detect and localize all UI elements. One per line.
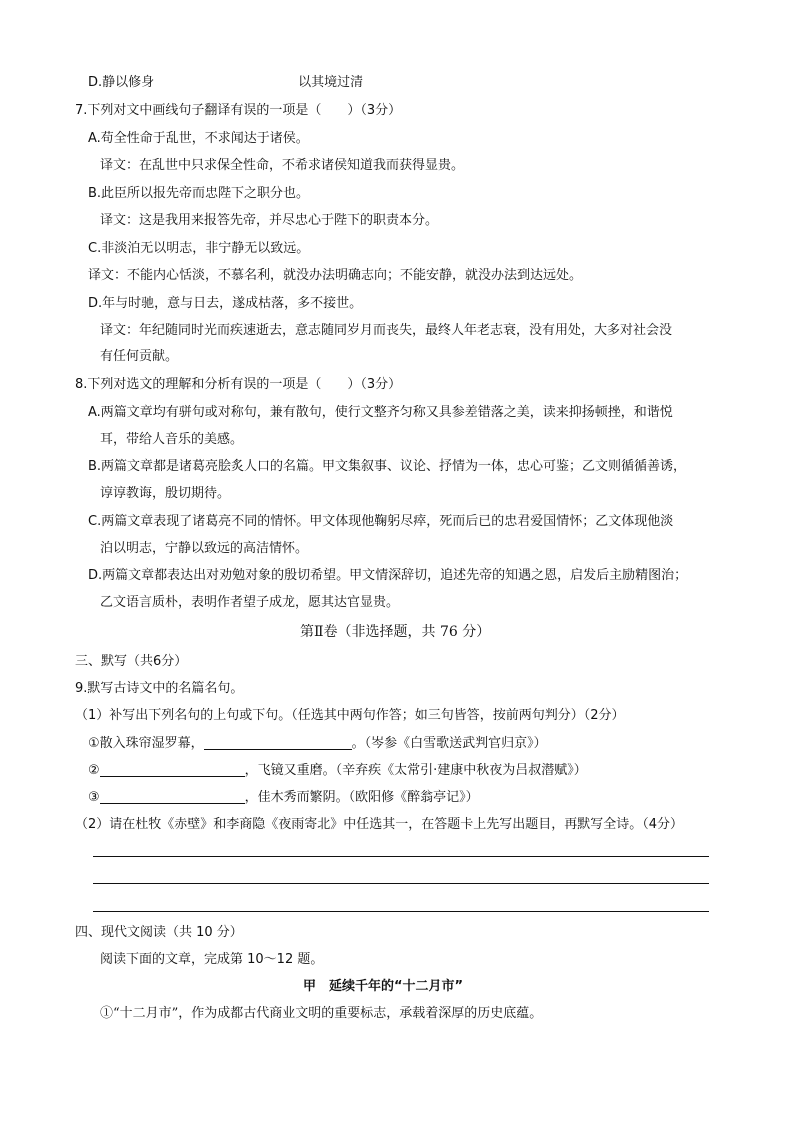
q6-option-d-text: 以其境过清	[298, 75, 364, 90]
q9-item-3	[88, 789, 479, 807]
q9-item-2-after: ，飞镜又重磨。（辛弃疾《太常引·建康中秋夜为吕叔潜赋》）	[244, 763, 587, 778]
q9-stem: 9.默写古诗文中的名篇名句。	[75, 681, 244, 696]
q8-option-d-2: 乙文语言质朴，表明作者望子成龙，愿其达官显贵。	[100, 595, 400, 610]
section-three-heading: 三、默写（共6分）	[75, 654, 188, 669]
q7-option-b: B.此臣所以报先帝而忠陛下之职分也。	[88, 186, 310, 201]
answer-blank-3[interactable]	[100, 789, 245, 804]
part-two-title: 第Ⅱ卷（非选择题，共 76 分）	[300, 624, 491, 640]
q8-option-a-1: A.两篇文章均有骈句或对称句，兼有散句，使行文整齐匀称又具参差错落之美，读来抑扬顿挫，和谐悦	[88, 405, 673, 420]
q8-option-b-1: B.两篇文章都是诸葛亮脍炙人口的名篇。甲文集叙事、议论、抒情为一体，忠心可鉴；乙文则循循善诱，	[88, 459, 687, 474]
answer-line-3[interactable]	[93, 911, 709, 912]
q8-option-a-2: 耳，带给人音乐的美感。	[100, 432, 244, 447]
q7-option-a: A.苟全性命于乱世，不求闻达于诸侯。	[88, 131, 309, 146]
q9-item-2-before: ②	[88, 763, 100, 778]
q7-stem: 7.下列对文中画线句子翻译有误的一项是（ ）（3分）	[75, 103, 402, 118]
q8-stem: 8.下列对选文的理解和分析有误的一项是（ ）（3分）	[75, 377, 402, 392]
q9-item-1-after: 。（岑参《白雪歌送武判官归京》）	[351, 736, 547, 751]
q9-item-3-before: ③	[88, 790, 100, 805]
reading-instructions: 阅读下面的文章，完成第 10～12 题。	[100, 952, 324, 967]
section-four-heading: 四、现代文阅读（共 10 分）	[75, 925, 243, 940]
q7-option-b-translation: 译文：这是我用来报答先帝，并尽忠心于陛下的职责本分。	[100, 213, 439, 228]
q6-option-d-label: D.静以修身	[88, 75, 155, 90]
q8-option-c-2: 泊以明志，宁静以致远的高洁情怀。	[100, 541, 309, 556]
q9-item-1	[88, 735, 547, 753]
answer-line-1[interactable]	[93, 856, 709, 857]
article-title: 甲 延续千年的“十二月市”	[303, 979, 464, 994]
answer-blank-1[interactable]	[204, 735, 352, 750]
answer-blank-2[interactable]	[100, 762, 245, 777]
q7-option-d-translation-1: 译文：年纪随同时光而疾速逝去，意志随同岁月而丧失，最终人年老志衰，没有用处，大多对社会没	[100, 323, 673, 338]
q7-option-d-translation-2: 有任何贡献。	[100, 349, 179, 364]
q9-part-2: （2）请在杜牧《赤壁》和李商隐《夜雨寄北》中任选其一，在答题卡上先写出题目，再默写全诗。（4分）	[75, 817, 684, 832]
q8-option-b-2: 谆谆教诲，殷切期待。	[100, 486, 231, 501]
q7-option-d: D.年与时驰，意与日去，遂成枯落，多不接世。	[88, 296, 363, 311]
q7-option-a-translation: 译文：在乱世中只求保全性命，不希求诸侯知道我而获得显贵。	[100, 158, 465, 173]
q8-option-c-1: C.两篇文章表现了诸葛亮不同的情怀。甲文体现他鞠躬尽瘁，死而后已的忠君爱国情怀；乙文体现他淡	[88, 514, 674, 529]
q8-option-d-1: D.两篇文章都表达出对劝勉对象的殷切希望。甲文情深辞切，追述先帝的知遇之恩，启发后主励精图治；	[88, 568, 688, 583]
q9-item-3-after: ，佳木秀而繁阴。（欧阳修《醉翁亭记》）	[244, 790, 479, 805]
q7-option-c: C.非淡泊无以明志，非宁静无以致远。	[88, 241, 310, 256]
q6-option-d	[88, 74, 363, 92]
article-paragraph-1: ①“十二月市”，作为成都古代商业文明的重要标志，承载着深厚的历史底蕴。	[100, 1006, 543, 1021]
answer-line-2[interactable]	[93, 883, 709, 884]
q9-item-2	[88, 762, 587, 780]
q9-part-1: （1）补写出下列名句的上句或下句。（任选其中两句作答；如三句皆答，按前两句判分）（2分）	[75, 708, 625, 723]
q9-item-1-before: ①散入珠帘湿罗幕，	[88, 736, 204, 751]
q7-option-c-translation: 译文：不能内心恬淡，不慕名利，就没办法明确志向；不能安静，就没办法到达远处。	[88, 268, 583, 283]
